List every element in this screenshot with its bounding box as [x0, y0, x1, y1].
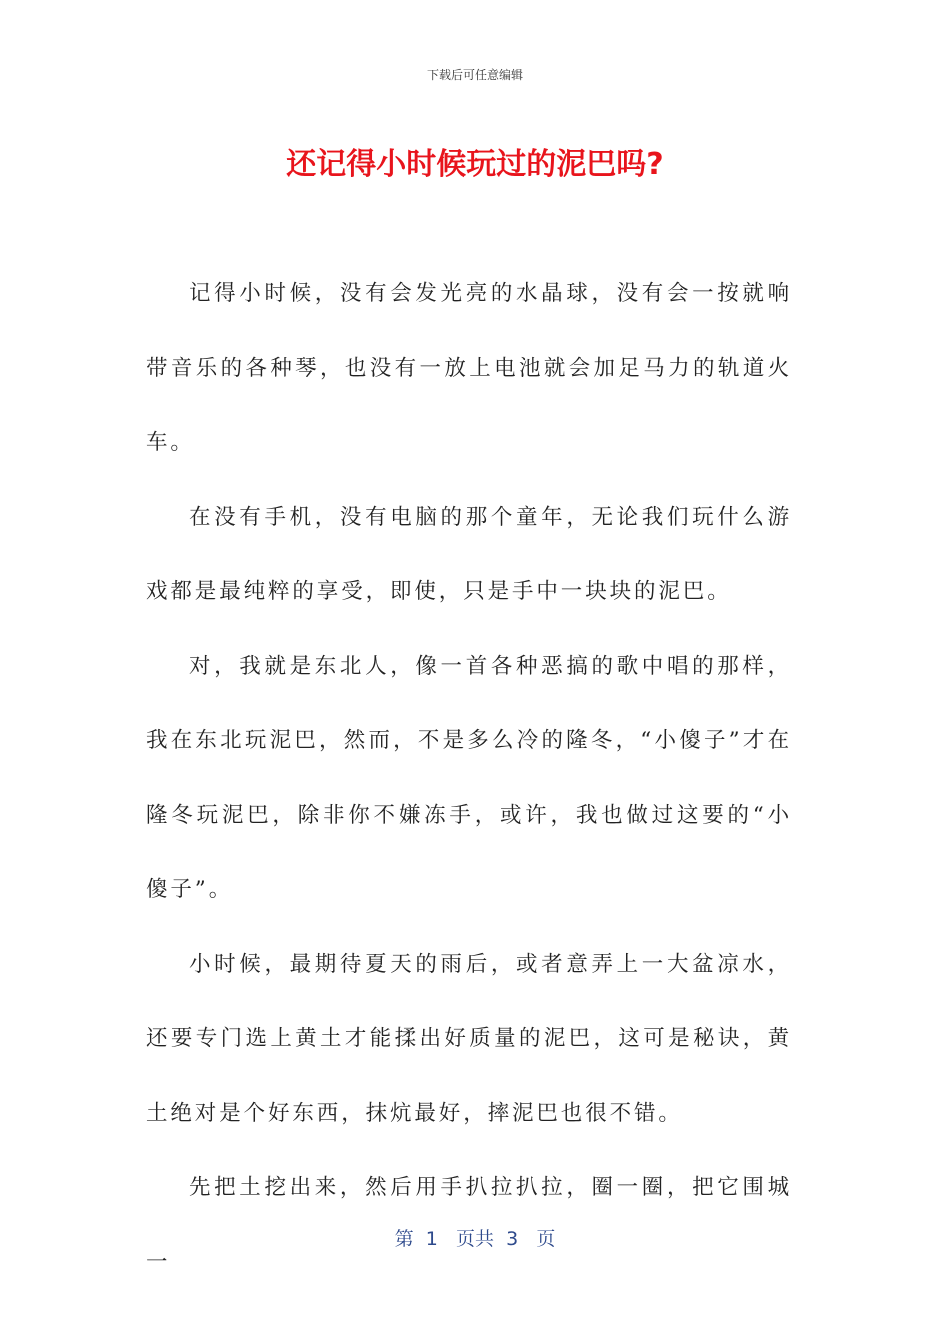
page-footer: [0, 1224, 950, 1251]
paragraph: 小时候，最期待夏天的雨后，或者意弄上一大盆凉水，还要专门选上黄土才能揉出好质量的泥巴，这可是秘诀，黄土绝对是个好东西，抹炕最好，摔泥巴也很不错。: [146, 951, 792, 1126]
page-label-middle: 页共: [455, 1228, 494, 1250]
document-body: [146, 257, 792, 1300]
page-label-suffix: 页: [536, 1228, 556, 1250]
document-title: 还记得小时候玩过的泥巴吗?: [286, 147, 664, 182]
total-pages-number: 3: [506, 1228, 519, 1250]
paragraph: 先把土挖出来，然后用手扒拉扒拉，圈一圈，把它围城一: [146, 1175, 792, 1275]
paragraph: 在没有手机，没有电脑的那个童年，无论我们玩什么游戏都是最纯粹的享受，即使，只是手中一块块的泥巴。: [146, 504, 792, 604]
paragraph: 记得小时候，没有会发光亮的水晶球，没有会一按就响带音乐的各种琴，也没有一放上电池就会加足马力的轨道火车。: [146, 281, 792, 455]
current-page-number: 1: [425, 1228, 438, 1250]
paragraph: 对，我就是东北人，像一首各种恶搞的歌中唱的那样，我在东北玩泥巴，然而，不是多么冷的隆冬，“小傻子”才在隆冬玩泥巴，除非你不嫌冻手，或许，我也做过这要的“小傻子”。: [146, 653, 792, 902]
page-label-prefix: 第: [394, 1228, 414, 1250]
page-header: 下载后可任意编辑: [426, 68, 523, 82]
